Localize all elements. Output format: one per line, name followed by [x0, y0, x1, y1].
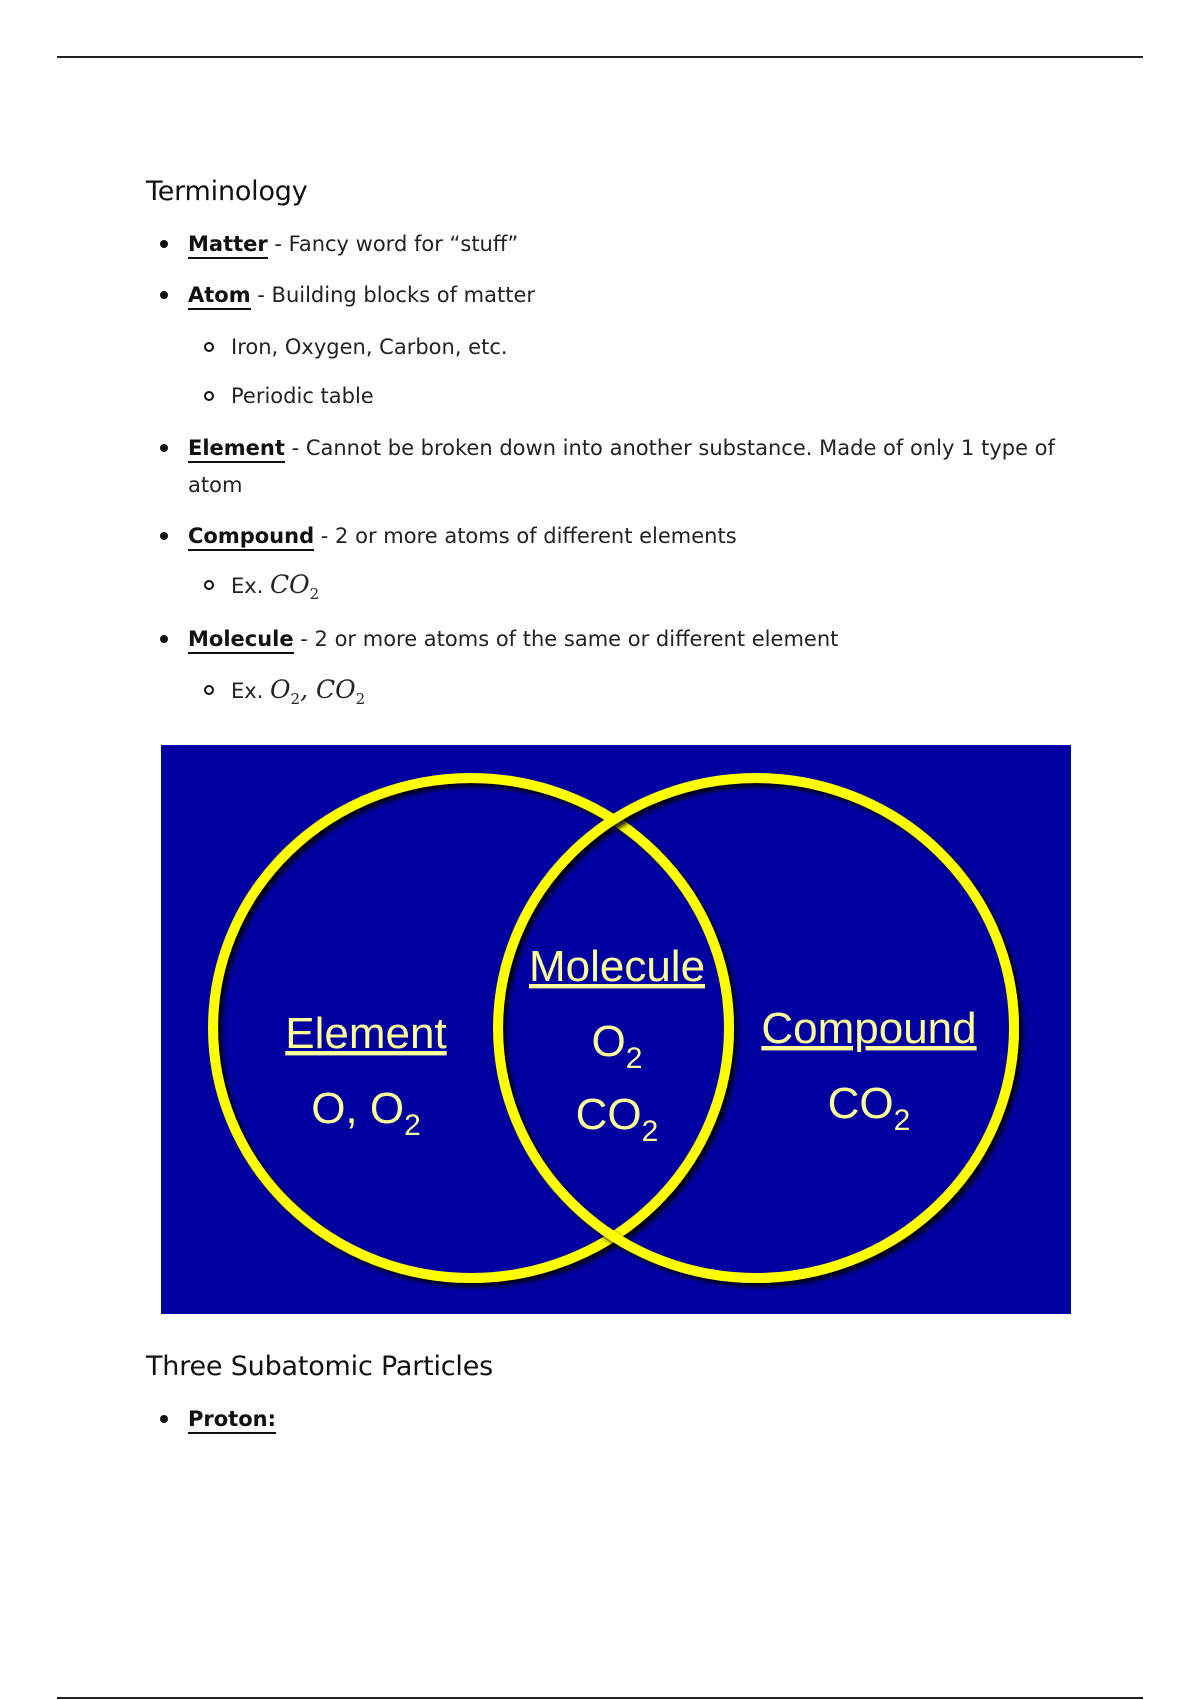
list-item-molecule	[188, 621, 1078, 657]
subitem-compound-example	[231, 567, 319, 612]
subitem-periodic-table: Periodic table	[231, 378, 374, 414]
venn-svg	[161, 745, 1071, 1314]
venn-values-compound: $CO_2$	[827, 1079, 911, 1137]
list-item-proton	[188, 1401, 1078, 1437]
section-title-subatomic: Three Subatomic Particles	[146, 1351, 494, 1382]
example-prefix: Ex.	[231, 574, 271, 598]
definition-atom: - Building blocks of matter	[250, 283, 536, 307]
venn-label-element: Element	[285, 1009, 447, 1058]
venn-values-molecule-o2: $O_2$	[591, 1017, 643, 1075]
top-rule	[57, 56, 1143, 58]
term-matter: Matter	[188, 232, 268, 259]
term-element: Element	[188, 436, 285, 463]
example-prefix: Ex.	[231, 679, 271, 703]
subitem-molecule-example	[231, 672, 365, 717]
term-proton: Proton:	[188, 1407, 276, 1434]
formula-o2-co2: $O_2$, $CO_2$	[270, 675, 366, 708]
venn-label-molecule: Molecule	[528, 942, 706, 991]
subitem-atom-examples: Iron, Oxygen, Carbon, etc.	[231, 329, 508, 365]
section-title-terminology: Terminology	[146, 176, 308, 207]
venn-label-compound: Compound	[761, 1004, 977, 1053]
definition-matter: - Fancy word for “stuff”	[267, 232, 519, 256]
list-item-element	[188, 430, 1078, 504]
venn-values-element: O, $O_2$	[311, 1084, 421, 1142]
definition-element: - Cannot be broken down into another substance. Made of only 1 type of atom	[188, 436, 1055, 497]
bottom-rule	[57, 1697, 1143, 1699]
formula-co2: $CO_2$	[270, 570, 320, 603]
venn-diagram	[161, 745, 1071, 1314]
term-compound: Compound	[188, 524, 314, 551]
definition-compound: - 2 or more atoms of different elements	[314, 524, 737, 548]
list-item-compound	[188, 518, 1078, 554]
list-item-atom	[188, 277, 1078, 313]
term-molecule: Molecule	[188, 627, 294, 654]
venn-values-molecule-co2: $CO_2$	[575, 1090, 659, 1148]
term-atom: Atom	[188, 283, 251, 310]
definition-molecule: - 2 or more atoms of the same or different element	[293, 627, 839, 651]
list-item-matter	[188, 226, 1078, 262]
